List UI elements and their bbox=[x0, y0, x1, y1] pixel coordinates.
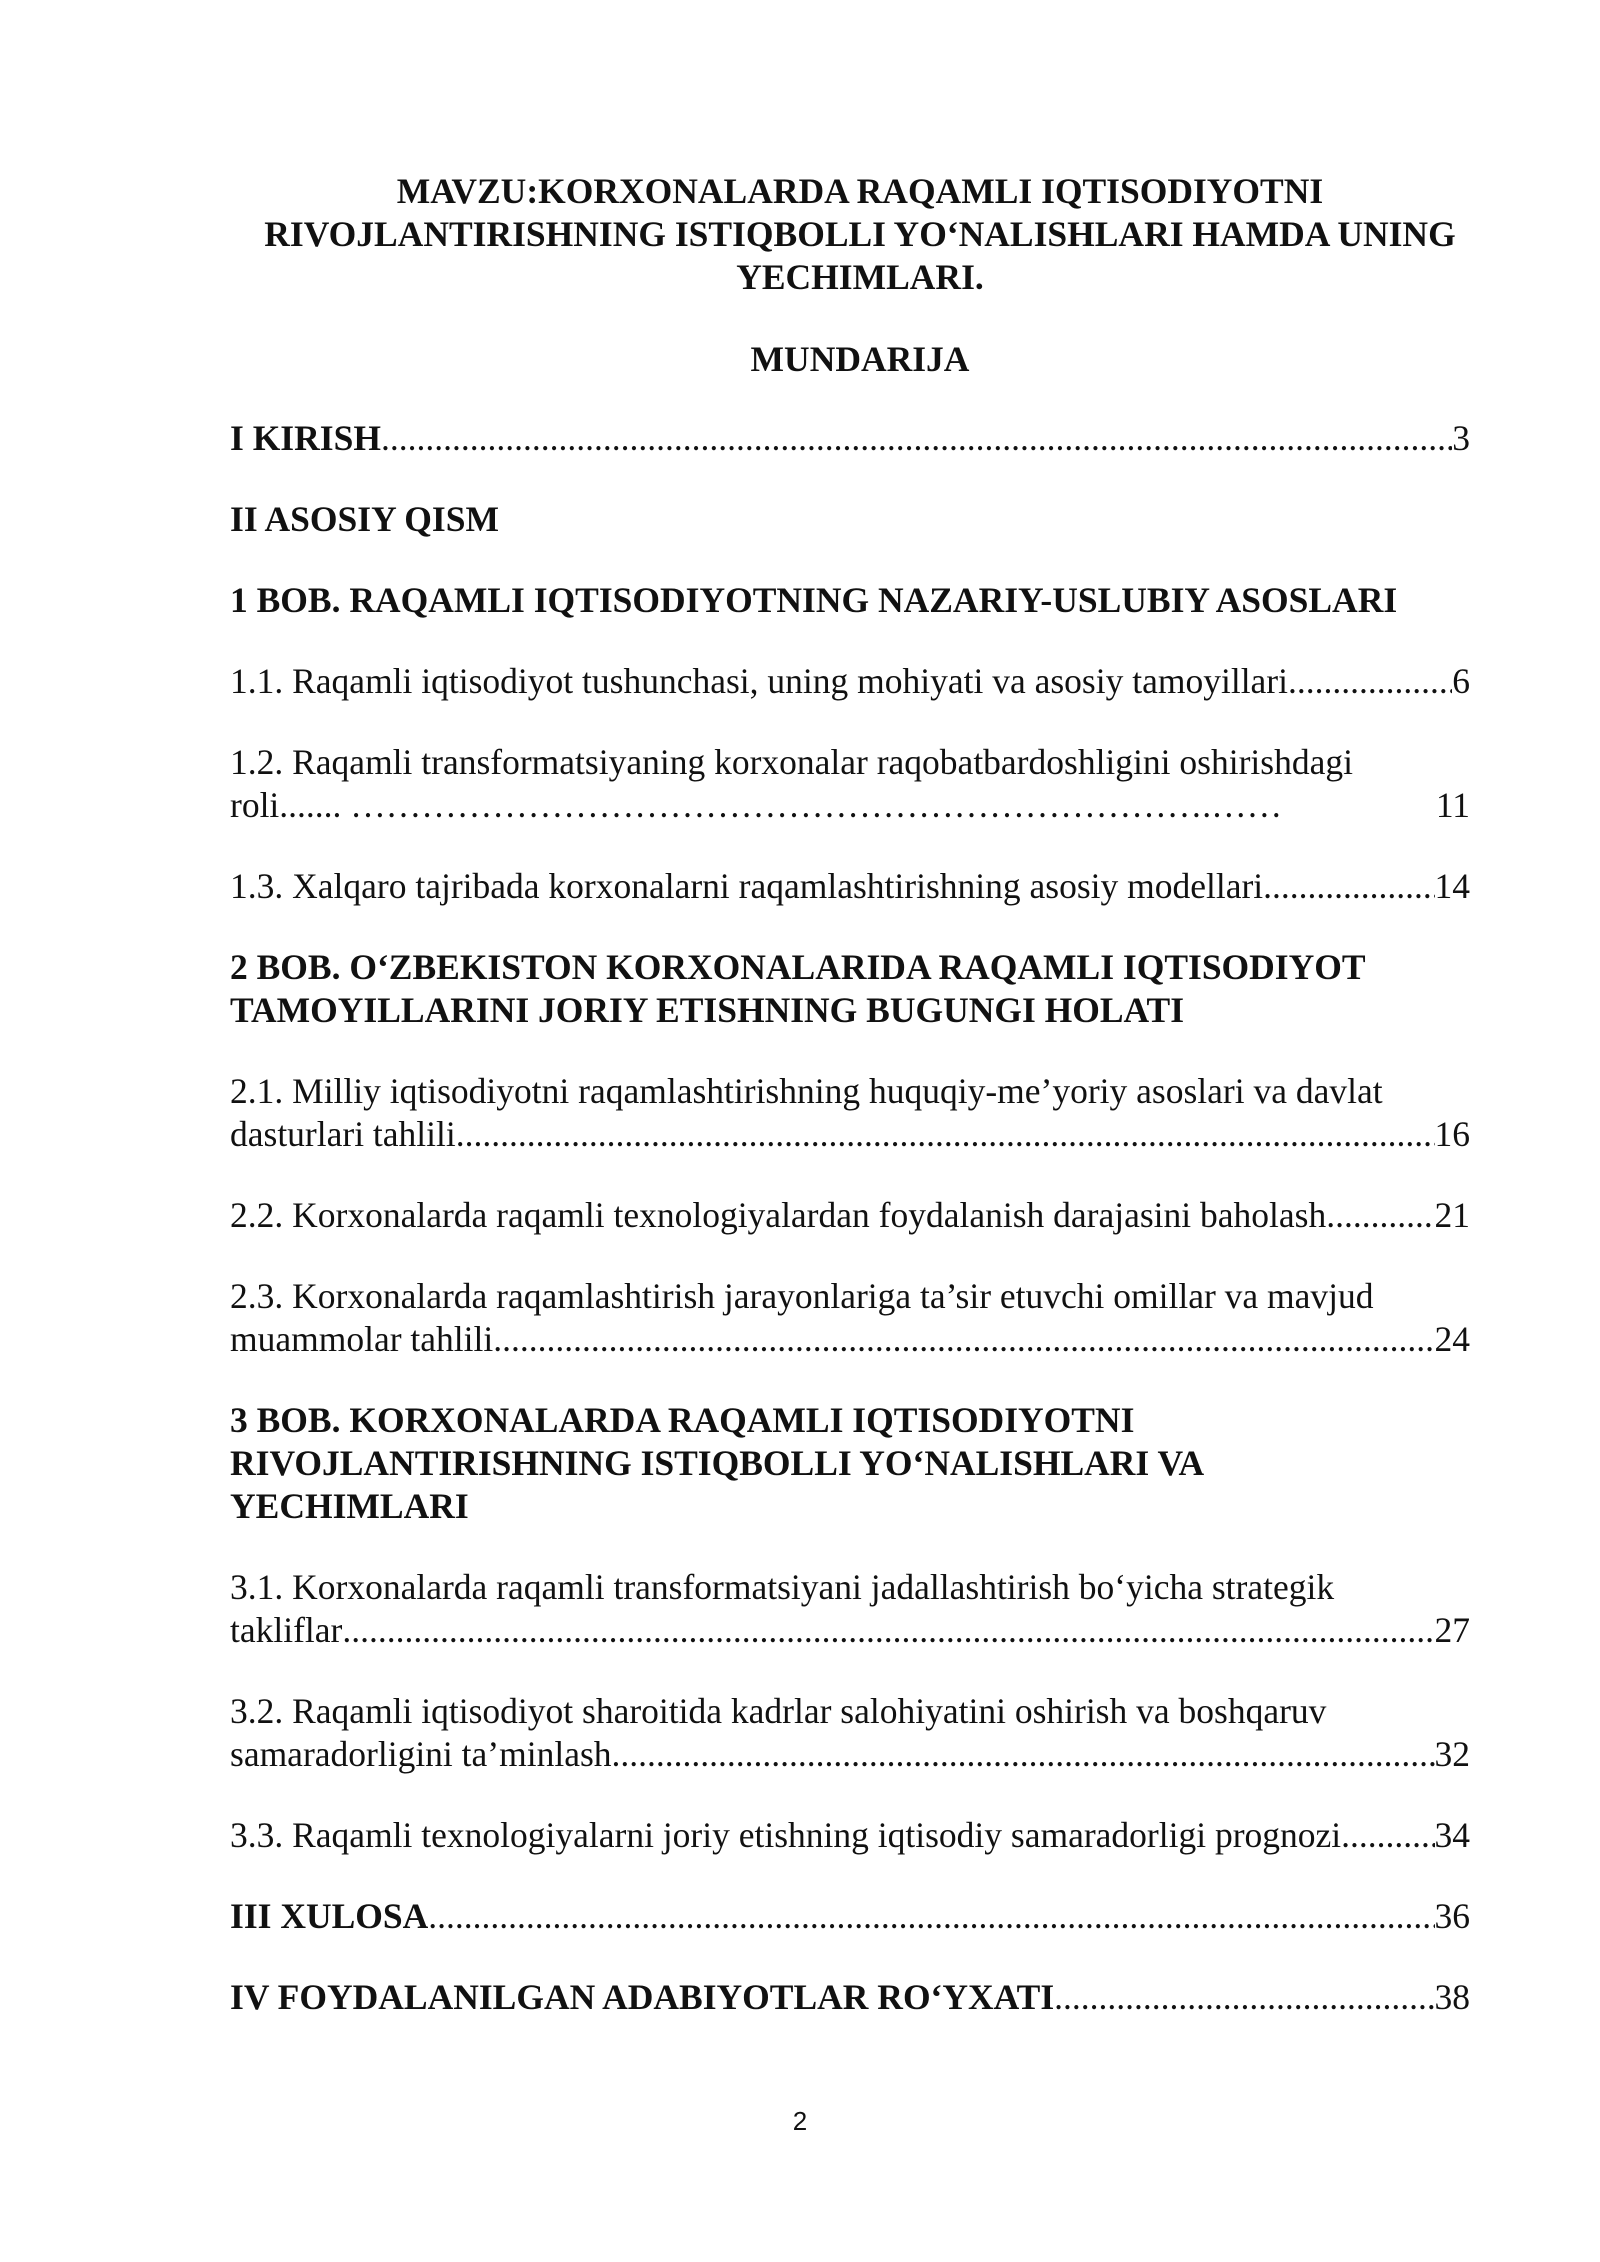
toc-entry-main-part[interactable] bbox=[230, 498, 1470, 541]
toc-entry-label: 1.1. Raqamli iqtisodiyot tushunchasi, uning mohiyati va asosiy tamoyillari bbox=[230, 661, 1288, 701]
toc-entry-label: I KIRISH bbox=[230, 418, 381, 458]
toc-entry-label: IV FOYDALANILGAN ADABIYOTLAR RO‘YXATI bbox=[230, 1977, 1055, 2017]
toc-chapter-label-line1: 2 BOB. O‘ZBEKISTON KORXONALARIDA RAQAMLI IQTISODIYOT bbox=[230, 947, 1366, 987]
toc-entry-2-2[interactable] bbox=[230, 1194, 1470, 1237]
toc-entry-label: 2.2. Korxonalarda raqamli texnologiyalardan foydalanish darajasini baholash bbox=[230, 1195, 1327, 1235]
toc-page-number: 34 bbox=[1434, 1815, 1470, 1855]
toc-page-number: 21 bbox=[1434, 1195, 1470, 1235]
toc-page-number: 36 bbox=[1434, 1896, 1470, 1936]
toc-entry-label: 1.3. Xalqaro tajribada korxonalarni raqamlashtirishning asosiy modellari bbox=[230, 866, 1264, 906]
toc-entry-label-line2: samaradorligini ta’minlash bbox=[230, 1734, 612, 1774]
toc-entry-label-line1: 3.2. Raqamli iqtisodiyot sharoitida kadrlar salohiyatini oshirish va boshqaruv bbox=[230, 1691, 1327, 1731]
toc-entry-label: 3.3. Raqamli texnologiyalarni joriy etishning iqtisodiy samaradorligi prognozi bbox=[230, 1815, 1342, 1855]
toc-page-number: 27 bbox=[1434, 1610, 1470, 1650]
toc-chapter-label-line3: YECHIMLARI bbox=[230, 1486, 469, 1526]
toc-chapter-2[interactable] bbox=[230, 946, 1470, 1032]
dot-leader bbox=[1263, 865, 1434, 908]
toc-page-number: 14 bbox=[1434, 866, 1470, 906]
toc-entry-2-1[interactable] bbox=[230, 1070, 1470, 1156]
toc-entry-label-line1: 1.2. Raqamli transformatsiyaning korxonalar raqobatbardoshligini oshirishdagi bbox=[230, 742, 1353, 782]
toc-entry-conclusion[interactable] bbox=[230, 1895, 1470, 1938]
toc-entry-intro[interactable] bbox=[230, 417, 1470, 460]
dot-leader bbox=[612, 1733, 1435, 1776]
dot-leader bbox=[456, 1113, 1435, 1156]
dot-leader bbox=[342, 1609, 1434, 1652]
toc-page-number: 3 bbox=[1452, 418, 1470, 458]
toc-entry-1-2[interactable] bbox=[230, 741, 1470, 827]
dot-leader bbox=[428, 1895, 1434, 1938]
toc-page-number: 16 bbox=[1434, 1114, 1470, 1154]
toc-entry-3-3[interactable] bbox=[230, 1814, 1470, 1857]
toc-title: MUNDARIJA bbox=[750, 339, 970, 379]
dot-leader bbox=[1341, 1814, 1434, 1857]
toc-entry-label: III XULOSA bbox=[230, 1896, 429, 1936]
toc-entry-label-line2: roli....... ……………………………………………………………….…… bbox=[230, 785, 1283, 825]
toc-chapter-label: 1 BOB. RAQAMLI IQTISODIYOTNING NAZARIY-USLUBIY ASOSLARI bbox=[230, 580, 1398, 620]
dot-leader bbox=[1326, 1194, 1434, 1237]
toc-page-number: 38 bbox=[1434, 1977, 1470, 2017]
toc-entry-label-line1: 2.3. Korxonalarda raqamlashtirish jarayonlariga ta’sir etuvchi omillar va mavjud bbox=[230, 1276, 1374, 1316]
dot-leader bbox=[1288, 660, 1452, 703]
toc-entry-2-3[interactable] bbox=[230, 1275, 1470, 1361]
toc-entry-label-line1: 2.1. Milliy iqtisodiyotni raqamlashtirishning huquqiy-me’yoriy asoslari va davlat bbox=[230, 1071, 1383, 1111]
toc-page-number: 6 bbox=[1452, 661, 1470, 701]
toc-entry-1-1[interactable] bbox=[230, 660, 1470, 703]
toc-chapter-1[interactable] bbox=[230, 579, 1510, 622]
toc-page-number: 24 bbox=[1434, 1319, 1470, 1359]
toc-chapter-label-line2: TAMOYILLARINI JORIY ETISHNING BUGUNGI HOLATI bbox=[230, 990, 1185, 1030]
dot-leader bbox=[381, 417, 1452, 460]
toc-page-number: 32 bbox=[1434, 1734, 1470, 1774]
toc-entry-label-line2: takliflar bbox=[230, 1610, 343, 1650]
toc-page-number: 11 bbox=[1435, 785, 1470, 825]
toc-entry-label-line2: dasturlari tahlili bbox=[230, 1114, 456, 1154]
toc-entry-3-1[interactable] bbox=[230, 1566, 1470, 1652]
toc-entry-1-3[interactable] bbox=[230, 865, 1470, 908]
toc-chapter-label-line1: 3 BOB. KORXONALARDA RAQAMLI IQTISODIYOTNI bbox=[230, 1400, 1135, 1440]
dot-leader bbox=[493, 1318, 1434, 1361]
toc-entry-label: II ASOSIY QISM bbox=[230, 499, 499, 539]
dot-leader bbox=[1054, 1976, 1434, 2019]
page-number: 2 bbox=[792, 2106, 808, 2136]
toc-entry-3-2[interactable] bbox=[230, 1690, 1470, 1776]
toc-entry-label-line2: muammolar tahlili bbox=[230, 1319, 494, 1359]
document-topic-title: MAVZU:KORXONALARDA RAQAMLI IQTISODIYOTNI RIVOJLANTIRISHNING ISTIQBOLLI YO‘NALISHLARI HAMDA UNING YECHIMLARI. bbox=[264, 171, 1456, 297]
toc-chapter-label-line2: RIVOJLANTIRISHNING ISTIQBOLLI YO‘NALISHLARI VA bbox=[230, 1443, 1205, 1483]
toc-entry-label-line1: 3.1. Korxonalarda raqamli transformatsiyani jadallashtirish bo‘yicha strategik bbox=[230, 1567, 1335, 1607]
toc-entry-references[interactable] bbox=[230, 1976, 1470, 2019]
toc-chapter-3[interactable] bbox=[230, 1399, 1470, 1528]
